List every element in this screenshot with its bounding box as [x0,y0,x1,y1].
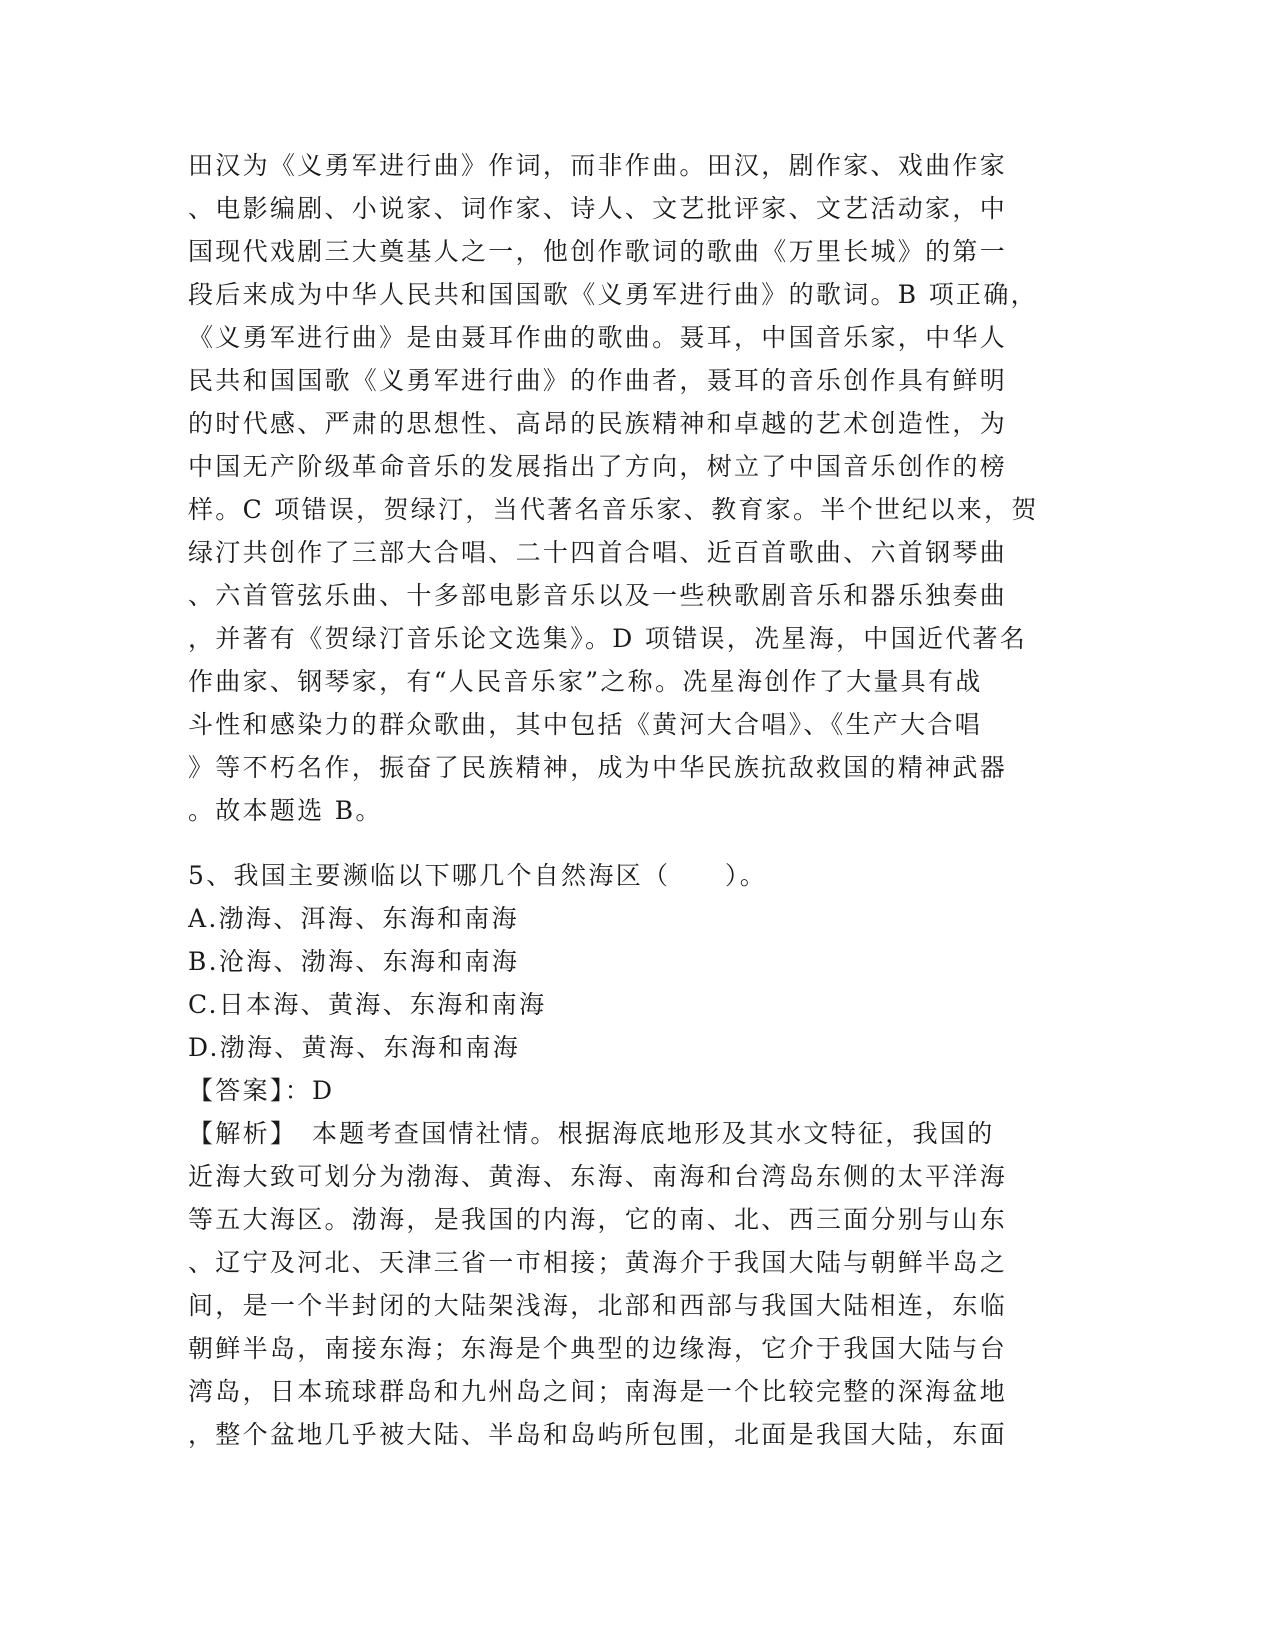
text-line: ，并著有《贺绿汀音乐论文选集》。D 项错误，冼星海，中国近代著名 [188,624,1028,653]
option-d: D.渤海、黄海、东海和南海 [188,1033,521,1062]
text-line: 近海大致可划分为渤海、黄海、东海、南海和台湾岛东侧的太平洋海 [188,1162,1008,1191]
question-block [188,854,1088,1456]
previous-explanation [188,144,1088,832]
option-a: A.渤海、洱海、东海和南海 [188,904,519,933]
text-line: 中国无产阶级革命音乐的发展指出了方向，树立了中国音乐创作的榜 [188,452,1008,481]
text-line: 【解析】 本题考查国情社情。根据海底地形及其水文特征，我国的 [188,1119,995,1148]
document-page [188,144,1088,1456]
text-line: 《义勇军进行曲》是由聂耳作曲的歌曲。聂耳，中国音乐家，中华人 [188,323,1008,352]
text-line: 间，是一个半封闭的大陆架浅海，北部和西部与我国大陆相连，东临 [188,1291,1008,1320]
text-line: ，整个盆地几乎被大陆、半岛和岛屿所包围，北面是我国大陆，东面 [188,1420,1008,1449]
text-line: 》等不朽名作，振奋了民族精神，成为中华民族抗敌救国的精神武器 [188,753,1008,782]
option-b: B.沧海、渤海、东海和南海 [188,947,520,976]
answer-line: 【答案】：D [188,1076,335,1105]
paragraph-gap [188,832,1088,854]
text-line: 、电影编剧、小说家、词作家、诗人、文艺批评家、文艺活动家，中 [188,194,1008,223]
text-line: 等五大海区。渤海，是我国的内海，它的南、北、西三面分别与山东 [188,1205,1008,1234]
text-line: 国现代戏剧三大奠基人之一，他创作歌词的歌曲《万里长城》的第一 [188,237,1008,266]
text-line: 朝鲜半岛，南接东海；东海是个典型的边缘海，它介于我国大陆与台 [188,1334,1008,1363]
text-line: 、辽宁及河北、天津三省一市相接；黄海介于我国大陆与朝鲜半岛之 [188,1248,1008,1277]
text-line: 田汉为《义勇军进行曲》作词，而非作曲。田汉，剧作家、戏曲作家 [188,151,1008,180]
text-line: 。故本题选 B。 [188,796,383,825]
text-line: 斗性和感染力的群众歌曲，其中包括《黄河大合唱》、《生产大合唱 [188,710,983,739]
text-line: 湾岛，日本琉球群岛和九州岛之间；南海是一个比较完整的深海盆地 [188,1377,1008,1406]
text-line: 民共和国国歌《义勇军进行曲》的作曲者，聂耳的音乐创作具有鲜明 [188,366,1008,395]
text-line: 段后来成为中华人民共和国国歌《义勇军进行曲》的歌词。B 项正确， [188,280,1038,309]
explanation [188,1112,1088,1456]
text-line: 的时代感、严肃的思想性、高昂的民族精神和卓越的艺术创造性，为 [188,409,1008,438]
text-line: 作曲家、钢琴家，有“人民音乐家”之称。冼星海创作了大量具有战 [188,667,983,696]
question-stem: 5、我国主要濒临以下哪几个自然海区（ ）。 [188,861,768,890]
text-line: 、六首管弦乐曲、十多部电影音乐以及一些秧歌剧音乐和器乐独奏曲 [188,581,1008,610]
text-line: 样。C 项错误，贺绿汀，当代著名音乐家、教育家。半个世纪以来，贺 [188,495,1039,524]
text-line: 绿汀共创作了三部大合唱、二十四首合唱、近百首歌曲、六首钢琴曲 [188,538,1008,567]
option-c: C.日本海、黄海、东海和南海 [188,990,547,1019]
